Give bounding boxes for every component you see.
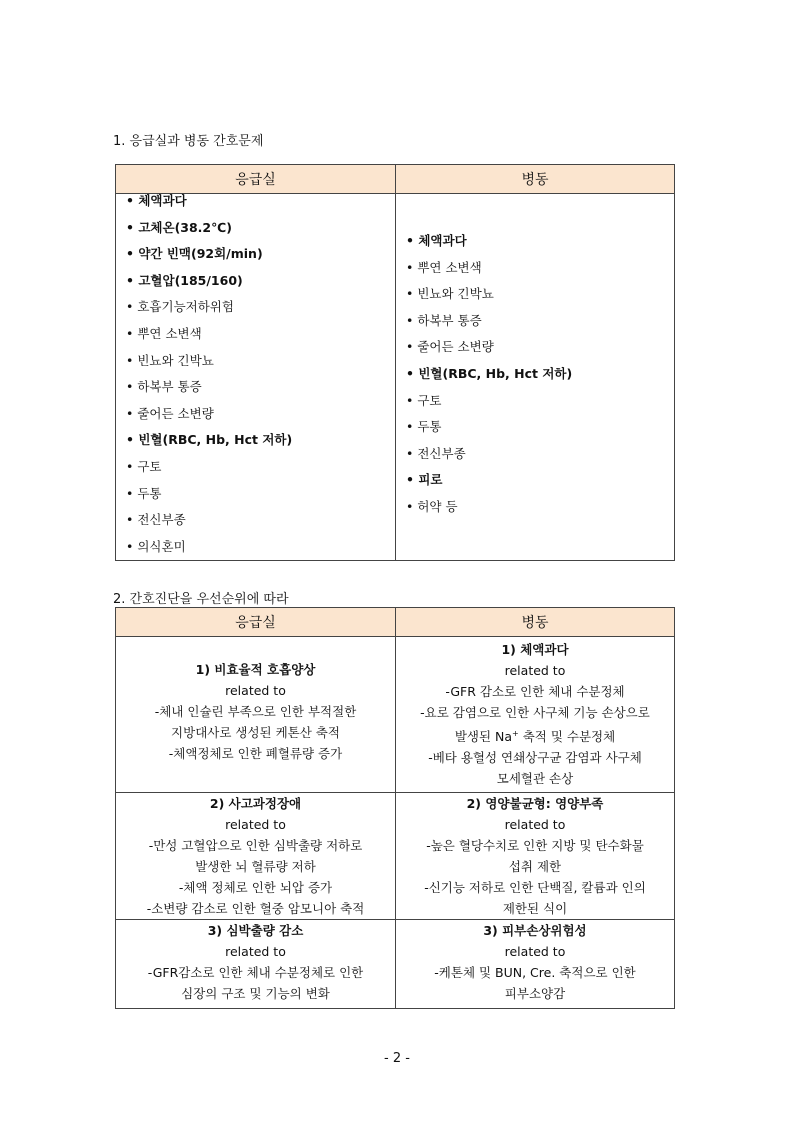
cause-line: -체내 인슐린 부족으로 인한 부적절한 — [154, 704, 357, 719]
related-to: related to — [225, 817, 286, 832]
list-item: • 하복부 통증 — [406, 312, 482, 328]
cause-line: -GFR감소로 인한 체내 수분정체로 인한 — [147, 965, 364, 980]
cause-line: -체액정체로 인한 폐혈류량 증가 — [168, 746, 343, 761]
cause-line: -체액 정체로 인한 뇌압 증가 — [178, 880, 333, 895]
er-problem-list — [116, 188, 395, 560]
related-to: related to — [225, 944, 286, 959]
page-number: - 2 - — [384, 1051, 410, 1066]
related-to: related to — [504, 944, 566, 959]
header-ward: 병동 — [396, 165, 675, 194]
related-to: related to — [504, 817, 566, 832]
ward-diagnosis-3 — [396, 920, 675, 1009]
list-item: • 뿌연 소변색 — [406, 259, 482, 275]
cause-line: 섭취 제한 — [508, 859, 562, 874]
cause-line: 지방대사로 생성된 케톤산 축적 — [171, 725, 340, 740]
list-item: • 약간 빈맥(92회/min) — [126, 246, 263, 262]
list-item: • 구토 — [406, 392, 442, 408]
er-diagnosis-3 — [116, 920, 396, 1009]
nursing-diagnosis-table — [115, 607, 675, 1009]
list-item: • 빈뇨와 긴박뇨 — [406, 286, 494, 302]
list-item: • 구토 — [126, 458, 162, 474]
cause-line: -케톤체 및 BUN, Cre. 축적으로 인한 — [434, 965, 636, 980]
list-item: • 빈혈(RBC, Hb, Hct 저하) — [126, 432, 293, 448]
list-item: • 체액과다 — [406, 233, 467, 248]
cause-line: -베타 용혈성 연쇄상구균 감염과 사구체 — [428, 750, 642, 766]
list-item: • 의식혼미 — [126, 538, 186, 554]
ward-diagnosis-2 — [396, 793, 675, 920]
diagnosis-title: 3) 피부손상위험성 — [483, 923, 587, 938]
diagnosis-title: 1) 비효율적 호흡양상 — [195, 662, 316, 677]
header-ward: 병동 — [396, 608, 675, 637]
list-item: • 줄어든 소변량 — [406, 339, 494, 355]
list-item: • 고체온(38.2℃) — [126, 219, 232, 235]
related-to: related to — [504, 663, 566, 678]
cause-line: 발생한 뇌 혈류량 저하 — [195, 859, 316, 874]
diagnosis-title: 2) 영양불균형: 영양부족 — [466, 796, 604, 811]
list-item: • 호흡기능저하위험 — [126, 299, 234, 315]
list-item: • 뿌연 소변색 — [126, 325, 202, 341]
list-item: • 피로 — [406, 472, 443, 488]
list-item: • 빈혈(RBC, Hb, Hct 저하) — [406, 365, 573, 381]
list-item: • 두통 — [406, 419, 442, 435]
nursing-problems-table — [115, 164, 675, 561]
cause-line: 발생된 Na+ 축적 및 수분정체 — [454, 729, 616, 745]
list-item: • 두통 — [126, 485, 162, 501]
cause-line: 피부소양감 — [504, 986, 566, 1001]
list-item: • 전신부종 — [126, 512, 186, 528]
list-item: • 체액과다 — [126, 193, 187, 208]
diagnosis-title: 2) 사고과정장애 — [209, 796, 302, 811]
cause-line: 모세혈관 손상 — [496, 771, 574, 787]
ward-diagnosis-1 — [396, 637, 675, 793]
section-2-title: 2. 간호진단을 우선순위에 따라 — [113, 592, 289, 607]
header-er: 응급실 — [116, 608, 396, 637]
list-item: • 하복부 통증 — [126, 379, 202, 395]
cause-line: -신기능 저하로 인한 단백질, 칼륨과 인의 — [424, 880, 646, 895]
header-er: 응급실 — [116, 165, 396, 194]
cause-line: -소변량 감소로 인한 혈중 암모니아 축적 — [146, 901, 365, 916]
diagnosis-title: 3) 심박출량 감소 — [207, 923, 304, 938]
er-diagnosis-2 — [116, 793, 396, 920]
cause-line: -GFR 감소로 인한 체내 수분정체 — [445, 684, 625, 699]
ward-problem-list — [396, 228, 674, 521]
list-item: • 빈뇨와 긴박뇨 — [126, 352, 214, 368]
ward-problems-cell — [396, 194, 675, 561]
list-item: • 전신부종 — [406, 445, 466, 461]
cause-line: 심장의 구조 및 기능의 변화 — [181, 986, 330, 1001]
er-diagnosis-1 — [116, 637, 396, 793]
cause-line: -만성 고혈압으로 인한 심박출량 저하로 — [148, 838, 363, 853]
related-to: related to — [225, 683, 286, 698]
list-item: • 줄어든 소변량 — [126, 405, 214, 421]
list-item: • 허약 등 — [406, 498, 458, 514]
cause-line: 제한된 식이 — [502, 901, 568, 916]
diagnosis-title: 1) 체액과다 — [501, 642, 569, 657]
cause-line: -요로 감염으로 인한 사구체 기능 손상으로 — [420, 705, 650, 720]
section-1-title: 1. 응급실과 병동 간호문제 — [113, 134, 264, 149]
cause-line: -높은 혈당수치로 인한 지방 및 탄수화물 — [426, 838, 644, 853]
er-problems-cell — [116, 194, 396, 561]
list-item: • 고혈압(185/160) — [126, 272, 243, 288]
